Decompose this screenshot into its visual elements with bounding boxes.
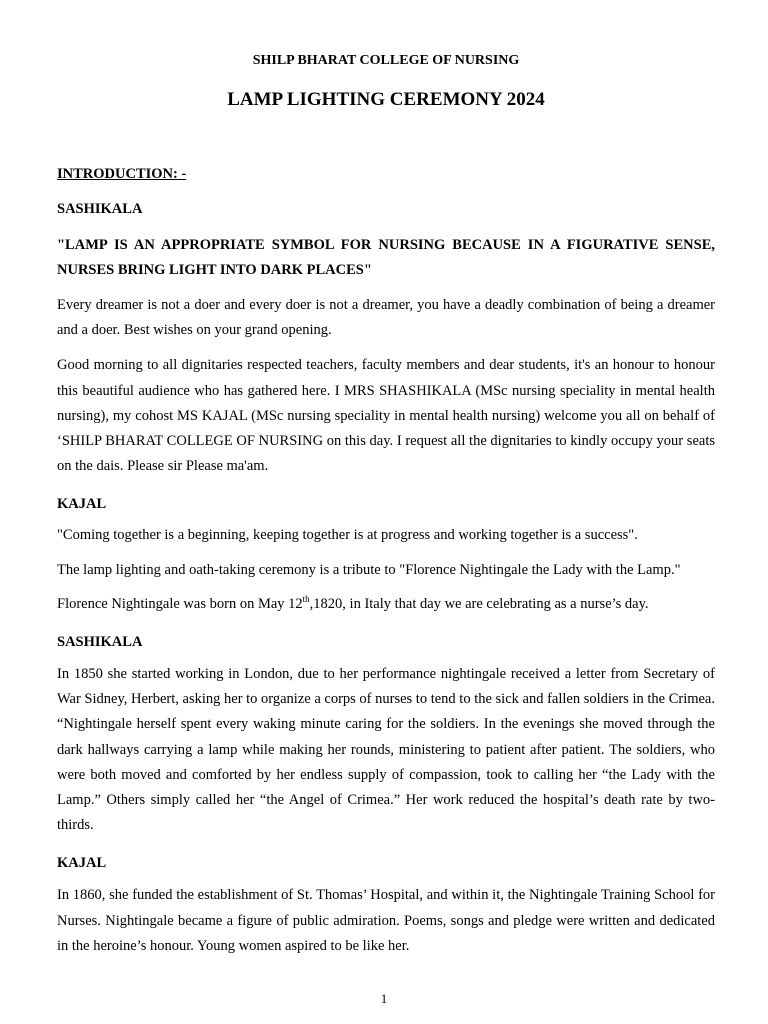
college-name: SHILP BHARAT COLLEGE OF NURSING (252, 53, 520, 68)
birth-text-start: Florence Nightingale was born on May 12 (57, 595, 303, 612)
paragraph-tribute: The lamp lighting and oath-taking ceremony is a tribute to "Florence Nightingale the Lady with the Lamp." (57, 561, 681, 578)
birth-ordinal-suffix: th (302, 594, 310, 604)
speaker-label-sashikala-2: SASHIKALA (57, 634, 143, 651)
paragraph-welcome: Good morning to all dignitaries respected teachers, faculty members and dear students, it's an honour to honour this beautiful audience who has gathered here. I MRS SHASHIKALA (MSc nursing speciality in mental health nursing), my cohost MS KAJAL (MSc nursing speciality in mental health nursing) welcome you all on behalf of ‘SHILP BHARAT COLLEGE OF NURSING on this day. I request all the dignitaries to kindly occupy your seats on the dais. Please sir Please ma'am. (57, 357, 715, 475)
paragraph-coming-together-quote: "Coming together is a beginning, keeping together is at progress and working together is a success". (57, 527, 638, 544)
birth-text-end: ,1820, in Italy that day we are celebrating as a nurse’s day. (309, 595, 649, 612)
ceremony-title: LAMP LIGHTING CEREMONY 2024 (227, 89, 545, 110)
introduction-heading: INTRODUCTION: - (57, 166, 187, 182)
speaker-label-kajal-2: KAJAL (57, 855, 107, 872)
paragraph-crimea: In 1850 she started working in London, due to her performance nightingale received a letter from Secretary of War Sidney, Herbert, asking her to organize a corps of nurses to tend to the sick and fallen soldiers in the Crimea. “Nightingale herself spent every waking minute caring for the soldiers. In the evenings she moved through the dark hallways carrying a lamp while making her rounds, ministering to patient after patient. The soldiers, who were both moved and comforted by her endless supply of compassion, took to calling her “the Lady with the Lamp.” Others simply called her “the Angel of Crimea.” Her work reduced the hospital’s death rate by two-thirds. (57, 666, 715, 834)
paragraph-dreamer-doer: Every dreamer is not a doer and every doer is not a dreamer, you have a deadly combination of being a dreamer and a doer. Best wishes on your grand opening. (57, 297, 715, 339)
lamp-symbol-quote: "LAMP IS AN APPROPRIATE SYMBOL FOR NURSING BECAUSE IN A FIGURATIVE SENSE, NURSES BRING LIGHT INTO DARK PLACES" (57, 237, 715, 278)
speaker-label-sashikala-1: SASHIKALA (57, 201, 143, 217)
paragraph-birth (57, 592, 715, 617)
page-number: 1 (380, 991, 388, 1006)
speaker-label-kajal-1: KAJAL (57, 496, 107, 513)
paragraph-st-thomas: In 1860, she funded the establishment of St. Thomas’ Hospital, and within it, the Nightingale Training School for Nurses. Nightingale became a figure of public admiration. Poems, songs and pledge were written and dedicated in the heroine’s honour. Young women aspired to be like her. (57, 887, 715, 954)
